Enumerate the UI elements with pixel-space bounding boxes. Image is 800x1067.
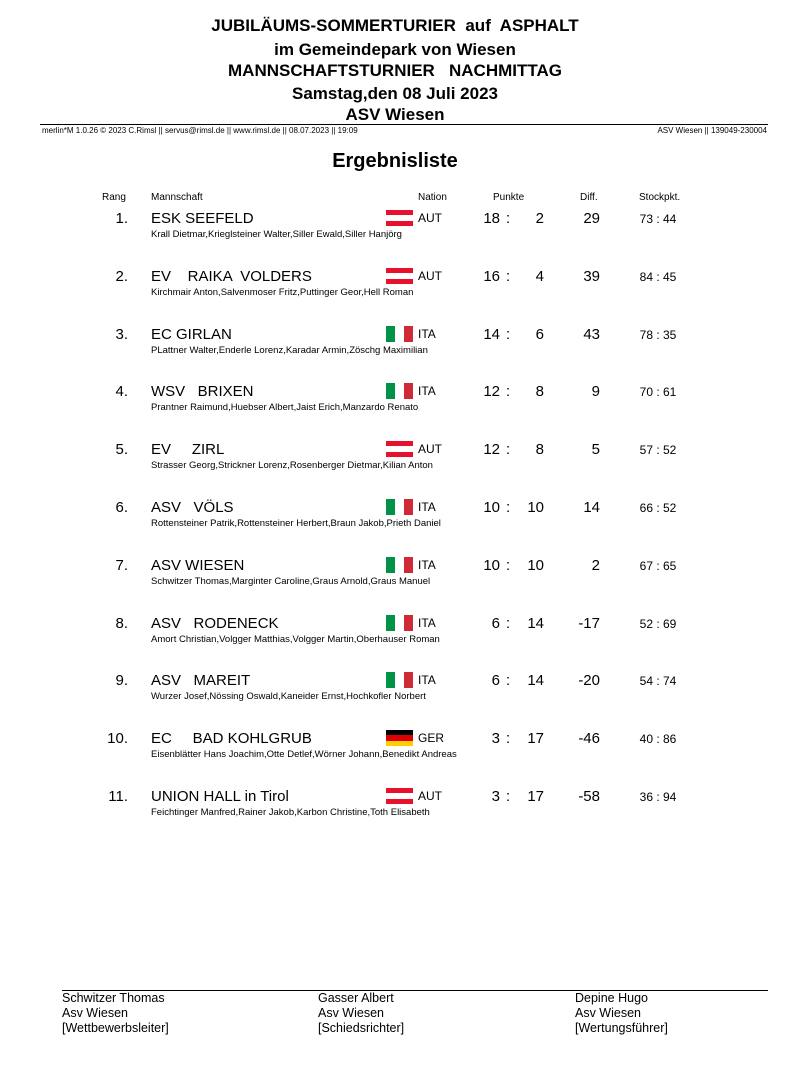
rank-value: 1.: [115, 210, 128, 227]
rank-value: 9.: [115, 672, 128, 689]
team-name: EV ZIRL: [151, 441, 225, 458]
result-row: [0, 615, 800, 655]
flag-icon: [386, 441, 413, 457]
rank-value: 7.: [115, 557, 128, 574]
result-row: [0, 730, 800, 770]
team-name: WSV BRIXEN: [151, 383, 254, 400]
signature-name: Gasser Albert: [318, 991, 394, 1005]
tournament-type: MANNSCHAFTSTURNIER NACHMITTAG: [228, 61, 562, 80]
flag-icon: [386, 210, 413, 226]
rank-value: 11.: [108, 788, 128, 805]
difference-value: 9: [591, 383, 600, 400]
points-won: 16: [483, 268, 500, 285]
team-players: Prantner Raimund,Huebser Albert,Jaist Erich,Manzardo Renato: [151, 402, 419, 413]
rank-value: 4.: [115, 383, 128, 400]
rank-value: 5.: [115, 441, 128, 458]
signature-role: [Schiedsrichter]: [318, 1021, 405, 1035]
column-header-stockpkt: Stockpkt.: [639, 192, 681, 203]
stock-points: 70 : 61: [639, 385, 677, 399]
points-separator: :: [506, 383, 511, 400]
flag-icon: [386, 383, 413, 399]
flag-icon: [386, 672, 413, 688]
points-separator: :: [506, 788, 511, 805]
nation-code: AUT: [418, 442, 442, 456]
result-row: [0, 499, 800, 539]
team-players: Schwitzer Thomas,Marginter Caroline,Graus Arnold,Graus Manuel: [151, 576, 431, 587]
points-lost: 17: [527, 730, 544, 747]
stock-points: 36 : 94: [639, 790, 677, 804]
software-info: merlin*M 1.0.26 © 2023 C.Rimsl || servus@rimsl.de || www.rimsl.de || 08.07.2023 || 19:09: [42, 126, 358, 135]
points-won: 10: [483, 557, 500, 574]
stock-points: 40 : 86: [639, 732, 677, 746]
nation-code: ITA: [418, 500, 436, 514]
difference-value: -46: [578, 730, 600, 747]
points-separator: :: [506, 441, 511, 458]
column-header-nation: Nation: [418, 192, 447, 203]
team-name: ASV RODENECK: [151, 615, 279, 632]
team-players: Strasser Georg,Strickner Lorenz,Rosenberger Dietmar,Kilian Anton: [151, 460, 433, 471]
signature-club: Asv Wiesen: [62, 1006, 128, 1020]
points-lost: 10: [527, 499, 544, 516]
rank-value: 8.: [115, 615, 128, 632]
signature-club: Asv Wiesen: [318, 1006, 384, 1020]
signature-role: [Wertungsführer]: [575, 1021, 668, 1035]
column-header-rang: Rang: [102, 192, 126, 203]
difference-value: -58: [578, 788, 600, 805]
tournament-location: im Gemeindepark von Wiesen: [274, 40, 516, 59]
team-name: ASV VÖLS: [151, 499, 234, 516]
rank-value: 3.: [115, 326, 128, 343]
difference-value: 14: [583, 499, 600, 516]
team-name: UNION HALL in Tirol: [151, 788, 289, 805]
points-lost: 17: [527, 788, 544, 805]
signature-club: Asv Wiesen: [575, 1006, 641, 1020]
points-lost: 8: [535, 383, 544, 400]
difference-value: 5: [591, 441, 600, 458]
nation-code: ITA: [418, 673, 436, 687]
points-lost: 2: [535, 210, 544, 227]
team-players: PLattner Walter,Enderle Lorenz,Karadar Armin,Zöschg Maximilian: [151, 345, 428, 356]
difference-value: 29: [583, 210, 600, 227]
points-separator: :: [506, 499, 511, 516]
column-header-diff: Diff.: [580, 192, 598, 203]
nation-code: ITA: [418, 327, 436, 341]
team-name: EV RAIKA VOLDERS: [151, 268, 312, 285]
rank-value: 6.: [115, 499, 128, 516]
points-won: 3: [491, 788, 500, 805]
points-won: 3: [491, 730, 500, 747]
points-separator: :: [506, 557, 511, 574]
stock-points: 57 : 52: [639, 443, 677, 457]
nation-code: ITA: [418, 616, 436, 630]
tournament-date: Samstag,den 08 Juli 2023: [292, 84, 498, 103]
result-row: [0, 557, 800, 597]
signature-block-2: [318, 991, 404, 1036]
result-row: [0, 268, 800, 308]
stock-points: 66 : 52: [639, 501, 677, 515]
points-separator: :: [506, 615, 511, 632]
team-name: ESK SEEFELD: [151, 210, 254, 227]
points-separator: :: [506, 672, 511, 689]
points-won: 14: [483, 326, 500, 343]
team-name: EC GIRLAN: [151, 326, 232, 343]
team-name: EC BAD KOHLGRUB: [151, 730, 312, 747]
stock-points: 78 : 35: [639, 328, 677, 342]
page-title: Ergebnisliste: [332, 150, 458, 172]
stock-points: 67 : 65: [639, 559, 677, 573]
column-header-punkte: Punkte: [493, 192, 525, 203]
team-players: Kirchmair Anton,Salvenmoser Fritz,Puttinger Geor,Hell Roman: [151, 287, 414, 298]
points-won: 6: [491, 672, 500, 689]
signature-block-1: [62, 991, 169, 1036]
flag-icon: [386, 326, 413, 342]
nation-code: AUT: [418, 269, 442, 283]
stock-points: 54 : 74: [639, 674, 677, 688]
points-won: 10: [483, 499, 500, 516]
points-lost: 8: [535, 441, 544, 458]
team-players: Rottensteiner Patrik,Rottensteiner Herbert,Braun Jakob,Prieth Daniel: [151, 518, 441, 529]
team-players: Feichtinger Manfred,Rainer Jakob,Karbon Christine,Toth Elisabeth: [151, 807, 430, 818]
result-row: [0, 441, 800, 481]
team-name: ASV MAREIT: [151, 672, 251, 689]
nation-code: GER: [418, 731, 445, 745]
points-lost: 6: [535, 326, 544, 343]
result-row: [0, 383, 800, 423]
event-id: ASV Wiesen || 139049-230004: [657, 126, 767, 135]
nation-code: AUT: [418, 211, 442, 225]
team-players: Eisenblätter Hans Joachim,Otte Detlef,Wörner Johann,Benedikt Andreas: [151, 749, 457, 760]
team-players: Wurzer Josef,Nössing Oswald,Kaneider Ernst,Hochkofler Norbert: [151, 691, 426, 702]
result-row: [0, 326, 800, 366]
header-divider: [40, 124, 768, 125]
points-lost: 14: [527, 672, 544, 689]
column-header-mannschaft: Mannschaft: [151, 192, 203, 203]
team-name: ASV WIESEN: [151, 557, 245, 574]
points-separator: :: [506, 326, 511, 343]
rank-value: 10.: [107, 730, 128, 747]
points-lost: 14: [527, 615, 544, 632]
signature-name: Schwitzer Thomas: [62, 991, 165, 1005]
difference-value: -20: [578, 672, 600, 689]
team-players: Amort Christian,Volgger Matthias,Volgger Martin,Oberhauser Roman: [151, 634, 440, 645]
flag-icon: [386, 268, 413, 284]
stock-points: 52 : 69: [639, 617, 677, 631]
flag-icon: [386, 730, 413, 746]
difference-value: -17: [578, 615, 600, 632]
points-lost: 10: [527, 557, 544, 574]
flag-icon: [386, 615, 413, 631]
team-players: Krall Dietmar,Krieglsteiner Walter,Siller Ewald,Siller Hanjörg: [151, 229, 402, 240]
points-separator: :: [506, 268, 511, 285]
stock-points: 84 : 45: [639, 270, 677, 284]
tournament-organizer: ASV Wiesen: [345, 105, 445, 124]
result-row: [0, 788, 800, 828]
nation-code: ITA: [418, 558, 436, 572]
points-won: 18: [483, 210, 500, 227]
result-row: [0, 210, 800, 250]
tournament-title: JUBILÄUMS-SOMMERTURIER auf ASPHALT: [211, 16, 579, 35]
points-lost: 4: [535, 268, 544, 285]
flag-icon: [386, 557, 413, 573]
points-won: 12: [483, 383, 500, 400]
rank-value: 2.: [115, 268, 128, 285]
signature-role: [Wettbewerbsleiter]: [62, 1021, 169, 1035]
signature-block-3: [575, 991, 668, 1036]
stock-points: 73 : 44: [639, 212, 677, 226]
nation-code: ITA: [418, 384, 436, 398]
difference-value: 39: [583, 268, 600, 285]
points-separator: :: [506, 210, 511, 227]
difference-value: 43: [583, 326, 600, 343]
nation-code: AUT: [418, 789, 442, 803]
flag-icon: [386, 499, 413, 515]
flag-icon: [386, 788, 413, 804]
points-won: 12: [483, 441, 500, 458]
signature-name: Depine Hugo: [575, 991, 648, 1005]
points-won: 6: [491, 615, 500, 632]
result-row: [0, 672, 800, 712]
points-separator: :: [506, 730, 511, 747]
difference-value: 2: [591, 557, 600, 574]
